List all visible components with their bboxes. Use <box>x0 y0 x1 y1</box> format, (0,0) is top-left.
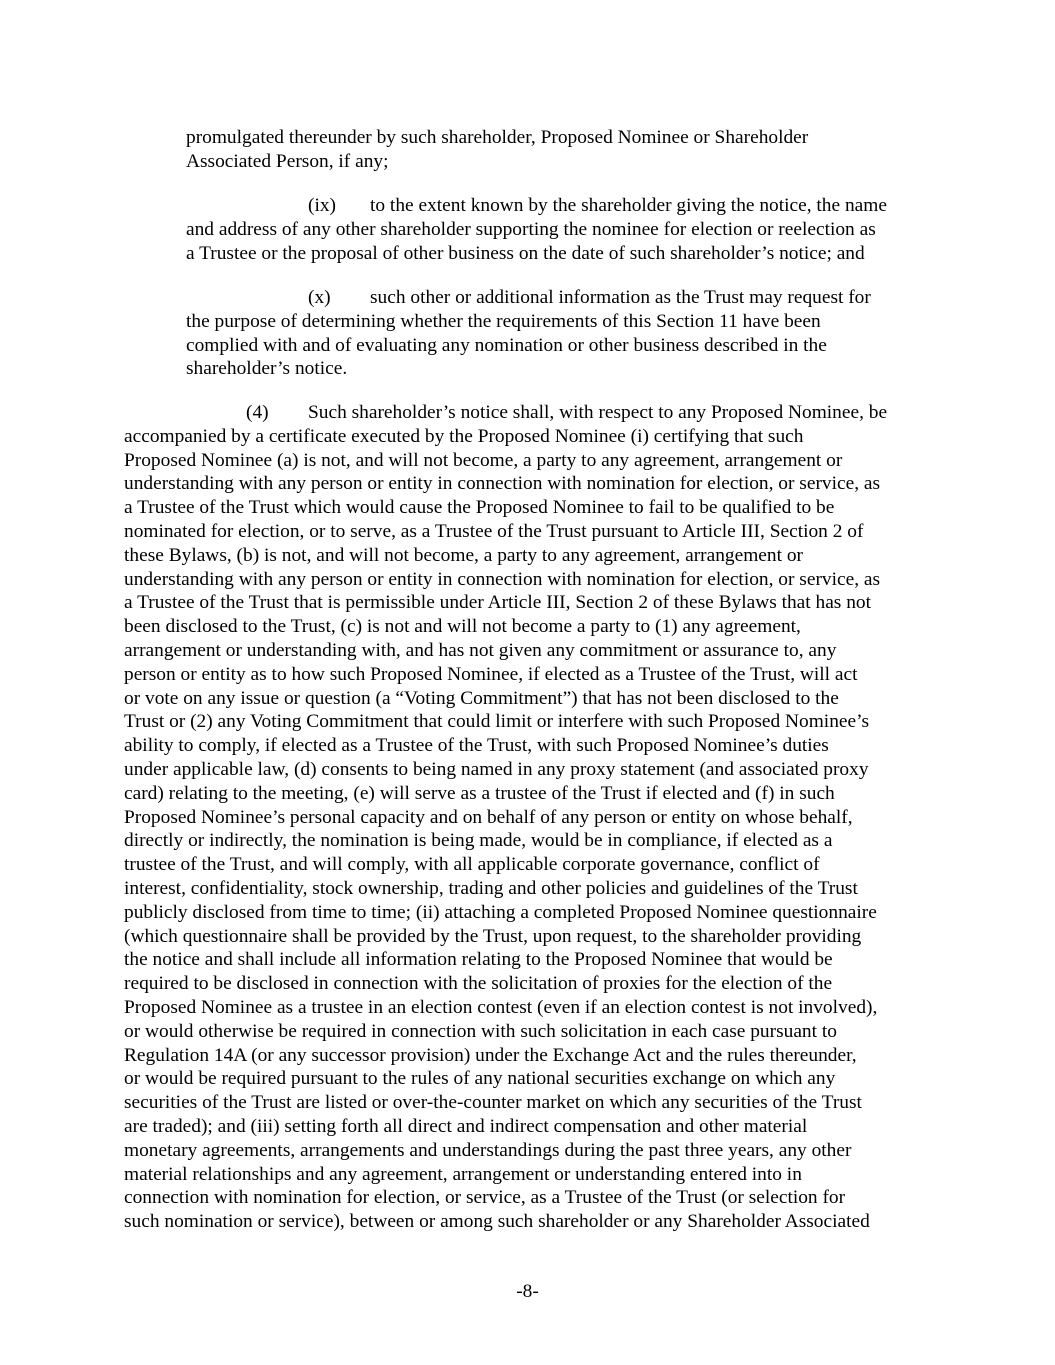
text-line: under applicable law, (d) consents to being named in any proxy statement (and associated proxy <box>124 758 869 780</box>
paragraph-label: (4) <box>246 402 269 423</box>
paragraph-first-text: Such shareholder’s notice shall, with respect to any Proposed Nominee, be <box>308 402 888 423</box>
text-line: or would otherwise be required in connection with such solicitation in each case pursuant to <box>124 1020 837 1042</box>
clause-first-line <box>186 194 887 218</box>
text-line: understanding with any person or entity in connection with nomination for election, or service, as <box>124 473 881 495</box>
clause-viii-tail <box>186 126 808 174</box>
clause-label: (x) <box>308 287 331 308</box>
text-line: such nomination or service), between or among such shareholder or any Shareholder Associated <box>124 1211 870 1233</box>
text-line: connection with nomination for election, or service, as a Trustee of the Trust (or selection for <box>124 1187 846 1209</box>
clause-first-line <box>186 286 871 310</box>
text-line: or would be required pursuant to the rules of any national securities exchange on which any <box>124 1068 836 1090</box>
text-line: a Trustee or the proposal of other business on the date of such shareholder’s notice; and <box>186 242 865 264</box>
text-line: ability to comply, if elected as a Trustee of the Trust, with such Proposed Nominee’s duties <box>124 735 829 757</box>
text-line: nominated for election, or to serve, as a Trustee of the Trust pursuant to Article III, Section 2 of <box>124 520 864 542</box>
text-line: accompanied by a certificate executed by the Proposed Nominee (i) certifying that such <box>124 425 804 447</box>
text-line: Proposed Nominee as a trustee in an election contest (even if an election contest is not involved), <box>124 996 878 1018</box>
clause-ix <box>186 194 887 265</box>
text-line: publicly disclosed from time to time; (ii) attaching a completed Proposed Nominee questionnaire <box>124 901 877 923</box>
text-line: Trust or (2) any Voting Commitment that could limit or interfere with such Proposed Nominee’s <box>124 711 870 733</box>
text-line: person or entity as to how such Proposed Nominee, if elected as a Trustee of the Trust, will act <box>124 663 858 685</box>
text-line: Proposed Nominee’s personal capacity and on behalf of any person or entity on whose behalf, <box>124 806 853 828</box>
text-line: shareholder’s notice. <box>186 358 348 380</box>
text-line: complied with and of evaluating any nomination or other business described in the <box>186 334 827 356</box>
clause-label: (ix) <box>308 195 336 216</box>
clause-first-text: such other or additional information as the Trust may request for <box>370 287 871 308</box>
paragraph-first-line <box>124 401 887 425</box>
text-line: directly or indirectly, the nomination is being made, would be in compliance, if elected as a <box>124 830 833 852</box>
text-line: card) relating to the meeting, (e) will serve as a trustee of the Trust if elected and (f) in such <box>124 782 835 804</box>
text-line: promulgated thereunder by such shareholder, Proposed Nominee or Shareholder <box>186 127 809 148</box>
text-line: and address of any other shareholder supporting the nominee for election or reelection as <box>186 218 876 240</box>
text-line: the notice and shall include all information relating to the Proposed Nominee that would be <box>124 949 833 971</box>
text-line: a Trustee of the Trust which would cause the Proposed Nominee to fail to be qualified to be <box>124 497 835 519</box>
text-line: trustee of the Trust, and will comply, with all applicable corporate governance, conflict of <box>124 854 820 876</box>
text-line: required to be disclosed in connection with the solicitation of proxies for the election of the <box>124 973 833 995</box>
text-line: (which questionnaire shall be provided by the Trust, upon request, to the shareholder providing <box>124 925 862 947</box>
text-line: interest, confidentiality, stock ownership, trading and other policies and guidelines of the Trust <box>124 877 858 899</box>
text-line: securities of the Trust are listed or over-the-counter market on which any securities of the Trust <box>124 1092 862 1114</box>
text-line: understanding with any person or entity in connection with nomination for election, or service, as <box>124 568 881 590</box>
text-line: are traded); and (iii) setting forth all direct and indirect compensation and other material <box>124 1115 808 1137</box>
text-line: Proposed Nominee (a) is not, and will not become, a party to any agreement, arrangement or <box>124 449 843 471</box>
text-line: the purpose of determining whether the requirements of this Section 11 have been <box>186 310 821 332</box>
text-line: a Trustee of the Trust that is permissible under Article III, Section 2 of these Bylaws that has not <box>124 592 871 614</box>
clause-x <box>186 286 871 381</box>
text-line: been disclosed to the Trust, (c) is not and will not become a party to (1) any agreement, <box>124 616 801 638</box>
text-line: Regulation 14A (or any successor provision) under the Exchange Act and the rules thereunder, <box>124 1044 857 1066</box>
paragraph-4 <box>124 401 887 1234</box>
text-line: arrangement or understanding with, and has not given any commitment or assurance to, any <box>124 639 837 661</box>
text-line: these Bylaws, (b) is not, and will not become, a party to any agreement, arrangement or <box>124 544 803 566</box>
text-line: or vote on any issue or question (a “Voting Commitment”) that has not been disclosed to the <box>124 687 839 709</box>
text-line: material relationships and any agreement, arrangement or understanding entered into in <box>124 1163 802 1185</box>
text-line: monetary agreements, arrangements and understandings during the past three years, any other <box>124 1139 852 1161</box>
text-line: Associated Person, if any; <box>186 150 389 172</box>
page-number: -8- <box>516 1281 539 1302</box>
clause-first-text: to the extent known by the shareholder giving the notice, the name <box>370 195 887 216</box>
